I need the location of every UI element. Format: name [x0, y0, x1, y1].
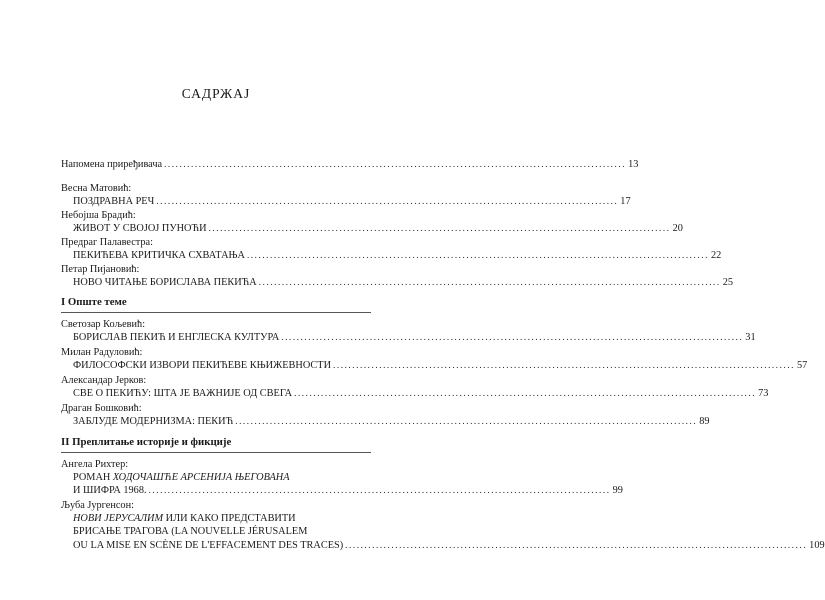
leader-dots: ........................................................................................................................: [294, 388, 757, 399]
toc-line: [61, 331, 756, 344]
entry-author: Ангела Рихтер:: [61, 459, 129, 470]
entry-author: Светозар Кољевић:: [61, 319, 146, 330]
entry-title: [73, 512, 296, 525]
toc-entry: [61, 236, 722, 262]
toc-entry: [61, 346, 808, 372]
toc-entry: [61, 458, 623, 498]
toc-line: [61, 512, 371, 525]
toc-line: [61, 525, 371, 538]
section-heading: II Преплитање историје и фикције: [61, 436, 232, 448]
page-number: 20: [672, 223, 683, 235]
entry-title: ПОЗДРАВНА РЕЧ: [73, 196, 155, 208]
page-number: 99: [612, 485, 623, 497]
page-number: 25: [722, 277, 734, 289]
leader-dots: ........................................................................................................................: [345, 539, 808, 550]
toc-line: [61, 222, 683, 235]
toc-line: [61, 539, 825, 552]
entry-title-continued: И ШИФРА 1968.: [73, 485, 147, 497]
section-divider: [61, 312, 371, 313]
entry-title: ЖИВОТ У СВОЈОЈ ПУНОЋИ: [73, 223, 207, 235]
entry-author: Милан Радуловић:: [61, 347, 143, 358]
page-number: 73: [758, 388, 769, 400]
page-number: 13: [628, 159, 639, 170]
entry-title-continued: OU LA MISE EN SCÈNE DE L'EFFACEMENT DES TRACES): [73, 539, 344, 551]
entry-title: Напомена приређивача: [61, 159, 163, 170]
toc-entry: [61, 182, 631, 208]
leader-dots: ........................................................................................................................: [148, 485, 611, 496]
entry-author: Драган Бошковић:: [61, 403, 142, 414]
toc-entry: [61, 263, 734, 289]
toc-line: [61, 158, 639, 171]
leader-dots: ........................................................................................................................: [258, 277, 721, 288]
toc-entry: [61, 402, 710, 428]
entry-author: Петар Пијановић:: [61, 264, 140, 275]
leader-dots: ........................................................................................................................: [333, 360, 796, 371]
entry-title: [73, 471, 290, 484]
toc-line: [61, 249, 722, 262]
toc-line: [61, 415, 710, 428]
entry-title: ПЕКИЋЕВА КРИТИЧКА СХВАТАЊА: [73, 250, 245, 262]
entry-author: Небојша Брадић:: [61, 210, 136, 221]
leader-dots: ........................................................................................................................: [156, 196, 619, 207]
page-number: 89: [699, 416, 710, 428]
entry-author: Александар Јерков:: [61, 375, 147, 386]
entry-title: НОВО ЧИТАЊЕ БОРИСЛАВА ПЕКИЋА: [73, 277, 257, 289]
toc-line: [61, 387, 769, 400]
toc-entry: [61, 318, 756, 344]
leader-dots: ........................................................................................................................: [208, 223, 671, 234]
page-number: 57: [797, 360, 808, 372]
page-number: 22: [710, 250, 722, 262]
toc-line: [61, 359, 808, 372]
entry-title: БОРИСЛАВ ПЕКИЋ И ЕНГЛЕСКА КУЛТУРА: [73, 332, 280, 344]
entry-title-continued: БРИСАЊЕ ТРАГОВА (LA NOUVELLE JÉRUSALEM: [73, 526, 308, 538]
entry-author: Предраг Палавестра:: [61, 237, 153, 248]
page-title: САДРЖАЈ: [181, 86, 251, 101]
entry-title: ФИЛОСОФСКИ ИЗВОРИ ПЕКИЋЕВЕ КЊИЖЕВНОСТИ: [73, 360, 332, 372]
entry-title-part: РОМАН: [73, 472, 113, 484]
toc-entry: [61, 158, 639, 171]
leader-dots: ........................................................................................................................: [246, 250, 709, 261]
page-number: 17: [620, 196, 631, 208]
toc-entry: [61, 374, 769, 400]
toc-entry: [61, 499, 825, 552]
section-heading: I Опште теме: [61, 296, 127, 308]
entry-title: СВЕ О ПЕКИЋУ: ШТА ЈЕ ВАЖНИЈЕ ОД СВЕГА: [73, 388, 293, 400]
entry-title-italic: ХОДОЧАШЋЕ АРСЕНИЈА ЊЕГОВАНА: [112, 472, 290, 484]
entry-author: Љуба Јургенсон:: [61, 500, 134, 511]
toc-line: [61, 276, 734, 289]
toc-line: [61, 195, 631, 208]
page-number: 31: [745, 332, 756, 344]
entry-title-italic: НОВИ ЈЕРУСАЛИМ: [73, 513, 164, 525]
entry-author: Весна Матовић:: [61, 183, 132, 194]
leader-dots: ........................................................................................................................: [164, 159, 627, 169]
leader-dots: ........................................................................................................................: [281, 332, 744, 343]
toc-entry: [61, 209, 683, 235]
leader-dots: ........................................................................................................................: [235, 416, 698, 427]
toc-line: [61, 484, 623, 497]
section-divider: [61, 452, 371, 453]
page-number: 109: [809, 539, 825, 551]
toc-line: [61, 471, 371, 484]
entry-title-part: ИЛИ КАКО ПРЕДСТАВИТИ: [163, 513, 296, 525]
entry-title: ЗАБЛУДЕ МОДЕРНИЗМА: ПЕКИЋ: [73, 416, 234, 428]
